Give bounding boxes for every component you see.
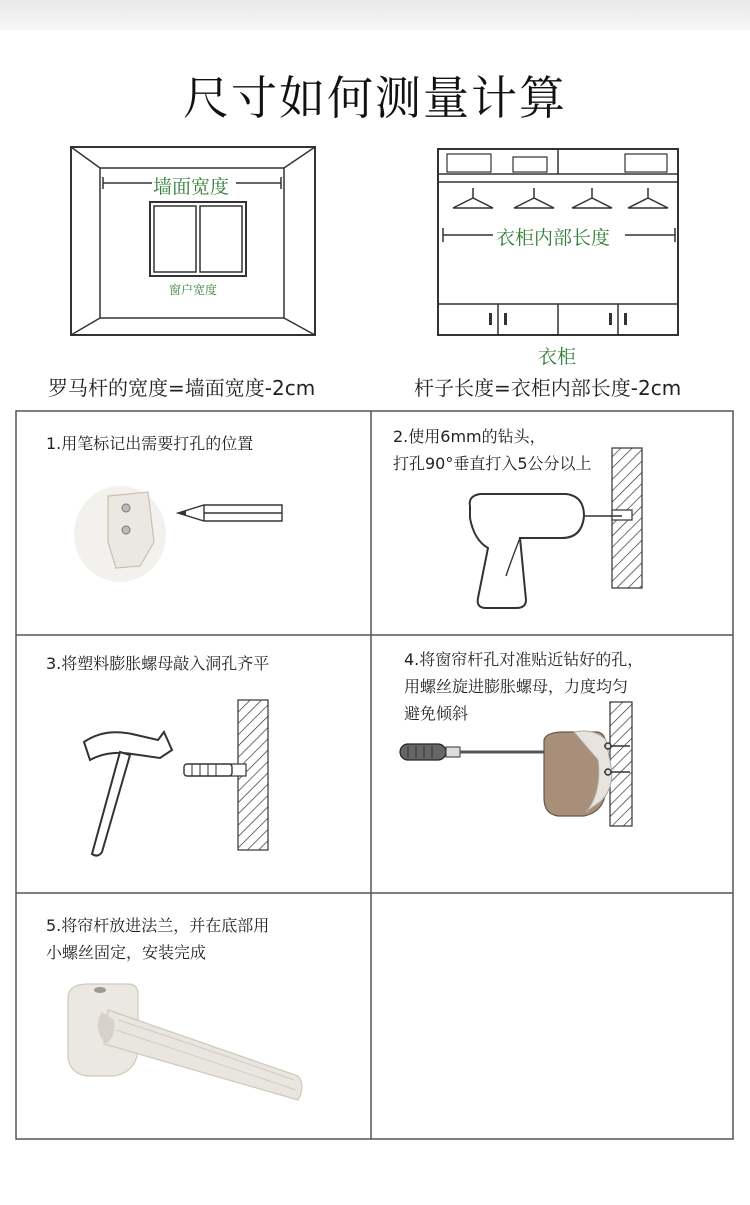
step-3-text (46, 650, 269, 677)
step-1-line-1: 1.用笔标记出需要打孔的位置 (46, 434, 254, 453)
step-4-line-3: 避免倾斜 (404, 704, 469, 723)
step-5-text (46, 912, 269, 966)
step-2-line-1: 2.使用6mm的钻头， (393, 427, 546, 446)
wardrobe-label: 衣柜 (538, 346, 577, 368)
inner-length-label: 衣柜内部长度 (496, 227, 611, 249)
rod-length-formula: 杆子长度=衣柜内部长度-2cm (414, 376, 682, 400)
step-4-line-2: 用螺丝旋进膨胀螺母，力度均匀 (404, 677, 629, 696)
drill-illustration (462, 448, 644, 612)
rod-width-formula: 罗马杆的宽度=墙面宽度-2cm (48, 376, 316, 400)
step-4-line-1: 4.将窗帘杆孔对准贴近钻好的孔， (404, 650, 644, 669)
bracket-and-pencil-illustration (70, 482, 290, 586)
page-title: 尺寸如何测量计算 (183, 71, 567, 125)
step-2-line-2: 打孔90°垂直打入5公分以上 (393, 454, 592, 473)
step-5-line-2: 小螺丝固定，安装完成 (46, 943, 207, 962)
hammer-illustration (80, 700, 270, 860)
wall-width-label: 墙面宽度 (153, 176, 230, 198)
screwdriver-and-bracket-illustration (398, 700, 634, 830)
finished-rod-illustration (58, 976, 308, 1118)
window-width-label: 窗户宽度 (169, 283, 218, 297)
step-1-text (46, 430, 253, 457)
step-3-line-1: 3.将塑料膨胀螺母敲入洞孔齐平 (46, 654, 270, 673)
step-5-line-1: 5.将帘杆放进法兰，并在底部用 (46, 916, 270, 935)
